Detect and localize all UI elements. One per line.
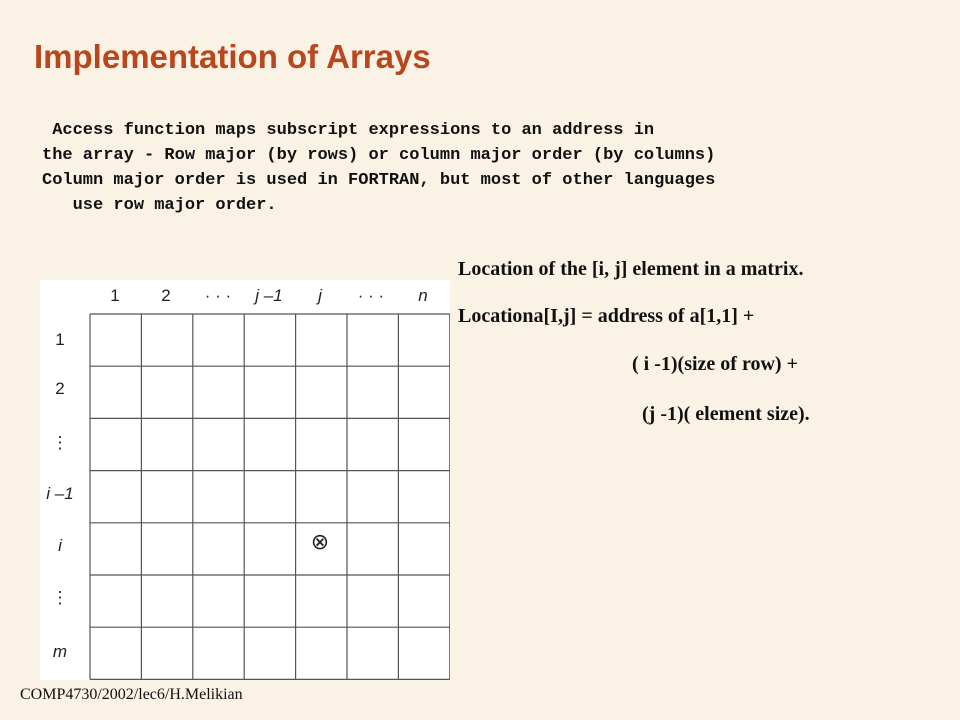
matrix-figure: [40, 280, 450, 680]
row-label-i: i: [58, 536, 62, 555]
row-label-i-minus-1: i –1: [46, 484, 74, 503]
body-line-1: Access function maps subscript expressions to an address in: [42, 121, 655, 140]
formula-line-1: Locationa[I,j] = address of a[1,1] +: [458, 305, 755, 327]
col-label-n: n: [418, 286, 428, 305]
col-label-1: 1: [110, 286, 120, 305]
slide-title: Implementation of Arrays: [34, 38, 431, 75]
col-label-j: j: [318, 286, 322, 305]
col-label-j-minus-1: j –1: [255, 286, 283, 305]
body-line-3: Column major order is used in FORTRAN, but most of other languages: [42, 171, 716, 190]
formula-line-3: (j -1)( element size).: [642, 403, 810, 425]
body-line-4: use row major order.: [42, 196, 277, 215]
row-label-vdots: ⋮: [51, 433, 69, 452]
footer-course-code: COMP4730/2002/lec6/H.Melikian: [20, 686, 243, 703]
row-label-m: m: [52, 642, 68, 661]
row-label-vdots-2: ⋮: [51, 588, 69, 607]
col-label-dots: · · ·: [204, 286, 232, 305]
col-label-dots-2: · · ·: [357, 286, 385, 305]
matrix-diagram: [40, 280, 450, 680]
location-heading: Location of the [i, j] element in a matrix.: [458, 258, 804, 280]
body-line-2: the array - Row major (by rows) or column major order (by columns): [42, 146, 716, 165]
row-label-1: 1: [55, 330, 65, 349]
col-label-2: 2: [161, 286, 171, 305]
formula-line-2: ( i -1)(size of row) +: [632, 353, 798, 375]
marked-element-icon: ⊗: [310, 530, 330, 555]
matrix-grid: [90, 314, 450, 679]
row-label-2: 2: [55, 379, 65, 398]
